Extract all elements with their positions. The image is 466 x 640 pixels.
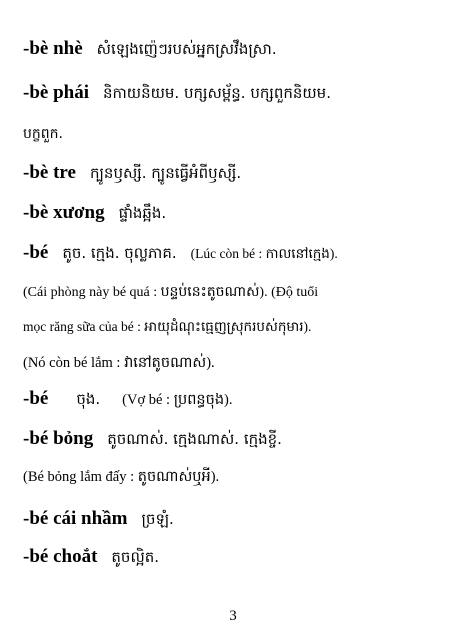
entry-be-small <box>23 242 338 266</box>
example-line <box>23 468 219 489</box>
headword: -bè phái <box>23 82 89 103</box>
entry-be-phai-continuation <box>23 124 63 145</box>
definition: ផ្ទាំងឆ្អឹង. <box>118 204 167 222</box>
entry-be-xuong <box>23 202 166 226</box>
example-line <box>23 318 311 338</box>
usage-example: (Bé bỏng lắm đấy : តូចណាស់ឬអី). <box>23 469 220 485</box>
entry-be-bong <box>23 428 282 452</box>
definition: សំឡេងញ៉េៗរបស់អ្នកស្រវឹងស្រា. <box>96 40 277 58</box>
definition: តូចល្អិត. <box>111 548 160 566</box>
example-line <box>23 282 318 303</box>
headword: -bé <box>23 388 49 409</box>
headword: -bé choắt <box>23 546 98 567</box>
example-line <box>23 354 215 375</box>
usage-example: (Cái phòng này bé quá : បន្ទប់នេះតូចណាស់). (Độ tuổi <box>23 285 319 300</box>
entry-be-tre <box>23 162 241 186</box>
usage-example: mọc răng sữa của bé : អាយុដំណុះធ្មេញស្រុករបស់កុមារ). <box>23 319 312 334</box>
definition: ចុង. <box>76 390 101 408</box>
headword: -bé cái nhầm <box>23 508 128 529</box>
usage-example: (Lúc còn bé : កាលនៅក្មេង). <box>190 246 338 261</box>
page-number: 3 <box>229 608 237 624</box>
definition: តូច. ក្មេង. ចុល្លភាគ. <box>62 244 177 262</box>
headword: -bé bỏng <box>23 428 94 449</box>
definition: ក្បូនឫស្សី. ក្បូនធ្វើអំពីឫស្សី. <box>89 164 242 182</box>
headword: -bè tre <box>23 162 76 183</box>
entry-be-minor <box>23 388 233 412</box>
definition-continuation: បក្ខពួក. <box>23 126 63 142</box>
definition: តូចណាស់. ក្មេងណាស់. ក្មេងខ្ចី. <box>107 430 282 448</box>
headword: -bé <box>23 242 49 263</box>
entry-be-choat <box>23 546 159 570</box>
headword: -bè xương <box>23 202 105 223</box>
entry-be-phai <box>23 82 331 106</box>
headword: -bè nhè <box>23 38 83 59</box>
definition: ច្រឡំ. <box>141 510 174 528</box>
usage-example: (Vợ bé : ប្រពន្ធចុង). <box>122 392 233 408</box>
definition: និកាយនិយម. បក្សសម្ព័ន្ធ. បក្សពួកនិយម. <box>103 84 331 102</box>
entry-be-nhe <box>23 38 277 62</box>
entry-be-cai-nham <box>23 508 174 532</box>
usage-example: (Nó còn bé lắm : វានៅតូចណាស់). <box>23 355 215 371</box>
